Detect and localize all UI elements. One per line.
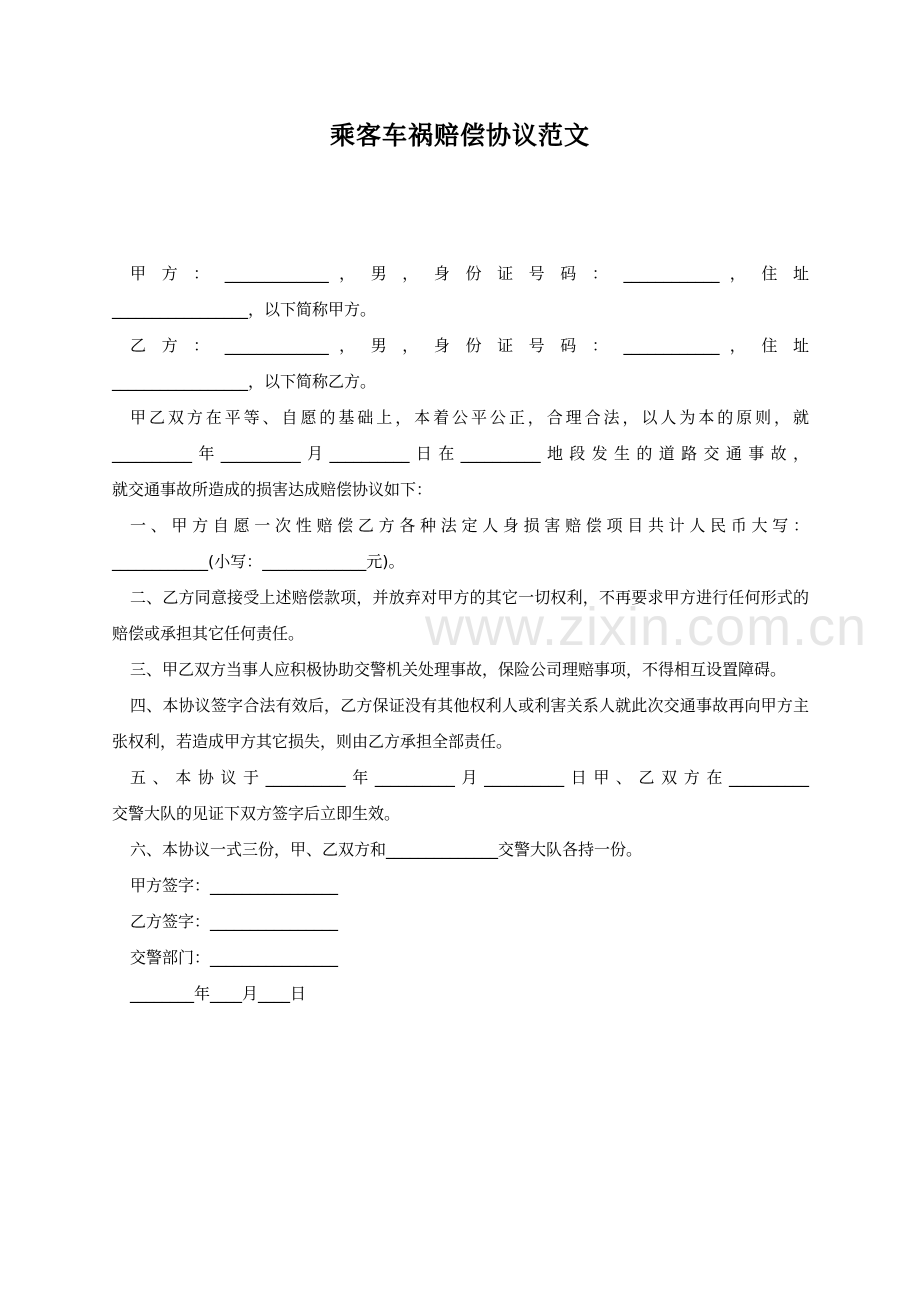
signature-party-b: 乙方签字：________________ <box>130 912 339 931</box>
clause-2: 二、乙方同意接受上述赔偿款项，并放弃对甲方的其它一切权利，不再要求甲方进行任何形式的赔偿或承担其它任何责任。 <box>112 588 809 643</box>
signature-police: 交警部门：________________ <box>130 948 339 967</box>
intro-line-3: 就交通事故所造成的损害达成赔偿协议如下： <box>112 480 433 499</box>
watermark: www.zixin.com.cn <box>425 597 868 657</box>
clause-1-line-1: 一、甲方自愿一次性赔偿乙方各种法定人身损害赔偿项目共计人民币大写： <box>130 516 809 535</box>
intro-line-1: 甲乙双方在平等、自愿的基础上，本着公平公正，合理合法，以人为本的原则，就 <box>130 408 809 427</box>
clause-6: 六、本协议一式三份，甲、乙双方和______________交警大队各持一份。 <box>130 840 643 859</box>
clause-1-line-2: ____________(小写：_____________元)。 <box>112 552 405 571</box>
party-b-line-1: 乙 方 ： _____________ ， 男 ， 身 份 证 号 码 ： ____________ ， 住 址 <box>130 336 809 355</box>
signature-party-a: 甲方签字：________________ <box>130 876 339 895</box>
clause-5-line-2: 交警大队的见证下双方签字后立即生效。 <box>112 804 401 823</box>
document-body <box>112 256 809 1012</box>
clause-3: 三、甲乙双方当事人应积极协助交警机关处理事故，保险公司理赔事项，不得相互设置障碍。 <box>130 660 787 679</box>
party-a-line-1: 甲 方 ： _____________ ， 男 ， 身 份 证 号 码 ： ____________ ， 住 址 <box>130 264 809 283</box>
clause-4: 四、本协议签字合法有效后，乙方保证没有其他权利人或利害关系人就此次交通事故再向甲方主张权利，若造成甲方其它损失，则由乙方承担全部责任。 <box>112 696 809 751</box>
party-b-line-2: _________________，以下简称乙方。 <box>112 372 377 391</box>
document-title: 乘客车祸赔偿协议范文 <box>329 121 590 150</box>
party-a-line-2: _________________，以下简称甲方。 <box>112 300 377 319</box>
clause-5-line-1: 五、本协议于__________年__________月__________日甲、乙双方在__________ <box>130 768 809 787</box>
date-line: ________年____月____日 <box>130 984 307 1003</box>
intro-line-2: __________年__________月__________日在__________地段发生的道路交通事故， <box>112 444 809 463</box>
